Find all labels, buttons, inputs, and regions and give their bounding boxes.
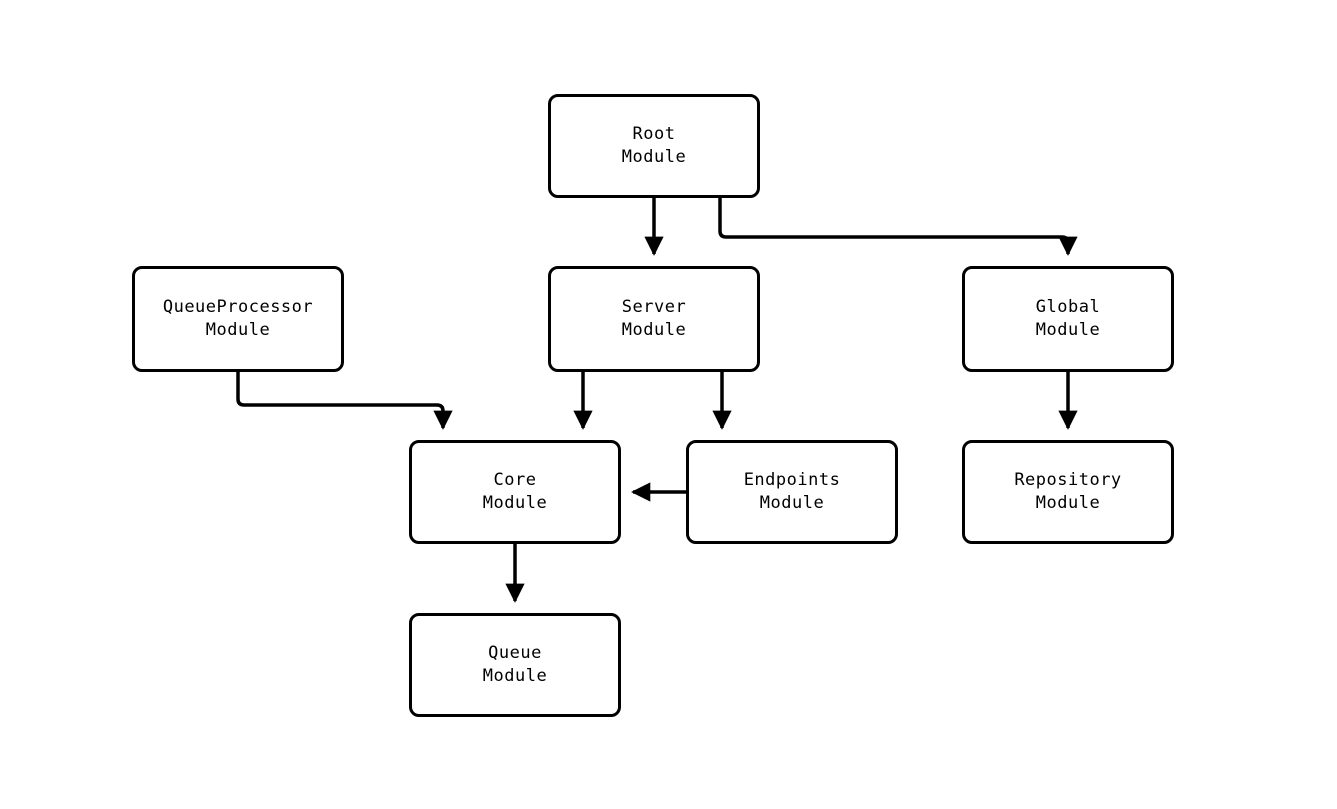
node-label-line1: Core [493, 470, 537, 490]
node-label-line2: Module [621, 147, 687, 167]
node-core-module[interactable] [409, 440, 621, 544]
node-queue-module[interactable] [409, 613, 621, 717]
node-label-line1: Global [1035, 297, 1101, 317]
edge-root-to-global [720, 198, 1068, 254]
node-global-module[interactable] [962, 266, 1174, 372]
node-endpoints-module[interactable] [686, 440, 898, 544]
node-label-line1: Root [632, 124, 676, 144]
node-server-module[interactable] [548, 266, 760, 372]
edge-queueprocessor-to-core [238, 372, 443, 428]
node-queueprocessor-module[interactable] [132, 266, 344, 372]
node-label-line2: Module [482, 666, 548, 686]
node-label-line1: Repository [1014, 470, 1122, 490]
node-root-module[interactable] [548, 94, 760, 198]
node-label-line1: Server [621, 297, 687, 317]
node-label-line1: QueueProcessor [162, 297, 314, 317]
node-label-line2: Module [621, 320, 687, 340]
node-label-line1: Queue [488, 643, 542, 663]
node-label-line2: Module [1035, 320, 1101, 340]
node-label-line2: Module [1035, 493, 1101, 513]
node-label-line2: Module [759, 493, 825, 513]
node-label-line2: Module [205, 320, 271, 340]
node-repository-module[interactable] [962, 440, 1174, 544]
node-label-line1: Endpoints [743, 470, 841, 490]
node-label-line2: Module [482, 493, 548, 513]
